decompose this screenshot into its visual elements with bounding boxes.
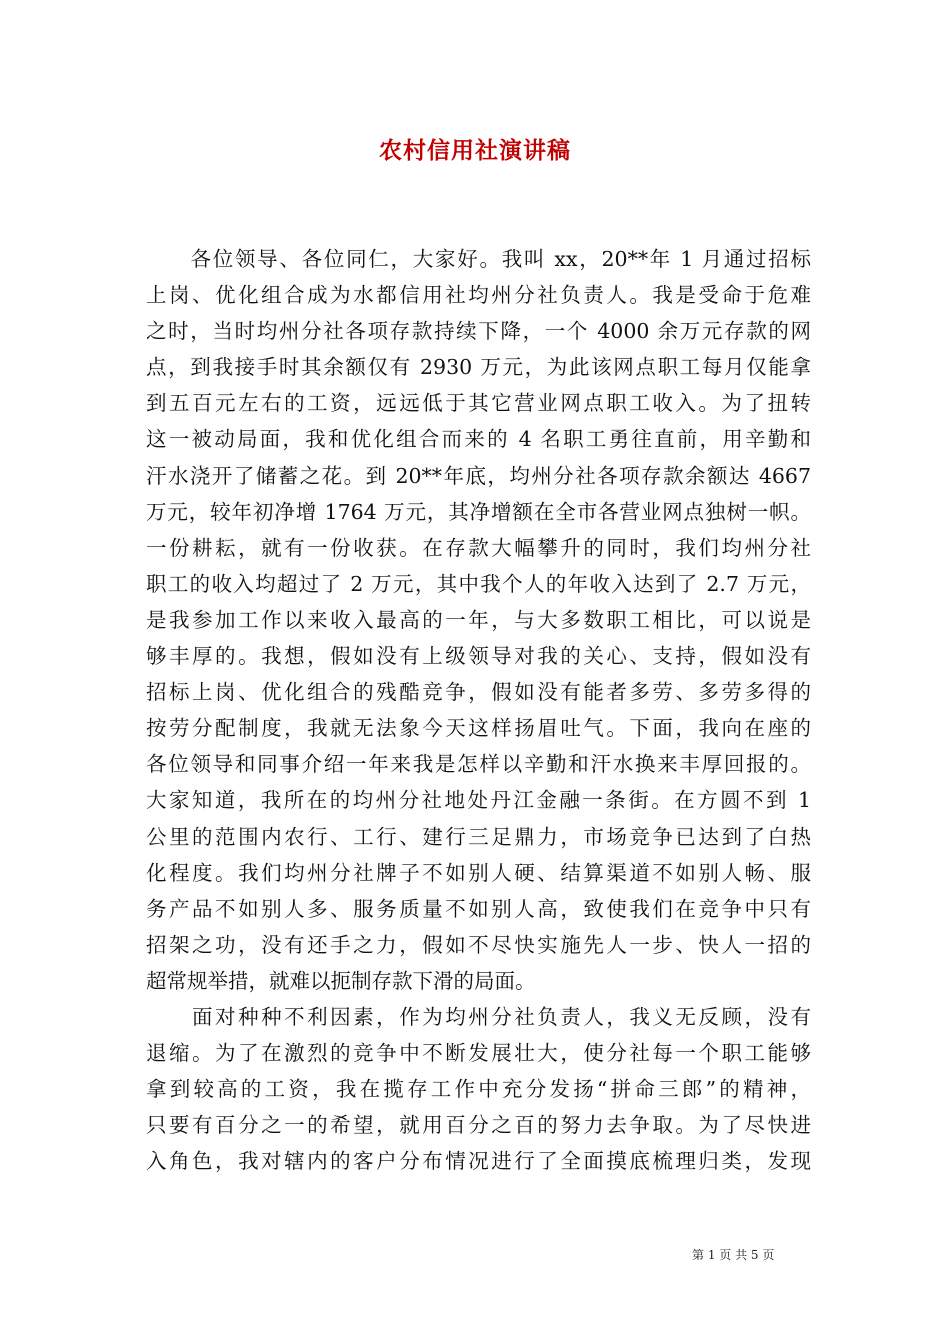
- text-line: 够丰厚的。我想，假如没有上级领导对我的关心、支持，假如没有: [146, 644, 811, 669]
- text-line: 万元，较年初净增 1764 万元，其净增额在全市各营业网点独树一帜。: [146, 499, 811, 524]
- text-line: 招标上岗、优化组合的残酷竞争，假如没有能者多劳、多劳多得的: [146, 680, 811, 705]
- text-line: 之时，当时均州分社各项存款持续下降，一个 4000 余万元存款的网: [146, 319, 811, 344]
- text-line: 公里的范围内农行、工行、建行三足鼎力，市场竞争已达到了白热: [146, 824, 811, 849]
- text-line: 务产品不如别人多、服务质量不如别人高，致使我们在竞争中只有: [146, 896, 811, 921]
- paragraph-1: [146, 241, 811, 999]
- text-line: 各位领导、各位同仁，大家好。我叫 xx，20**年 1 月通过招标: [146, 247, 811, 271]
- text-line: 职工的收入均超过了 2 万元，其中我个人的年收入达到了 2.7 万元，: [146, 571, 811, 596]
- text-line: 只要有百分之一的希望，就用百分之百的努力去争取。为了尽快进: [146, 1113, 811, 1138]
- text-line: 招架之功，没有还手之力，假如不尽快实施先人一步、快人一招的: [146, 932, 811, 957]
- page-number-footer: 第 1 页 共 5 页: [692, 1248, 775, 1262]
- text-line: 一份耕耘，就有一份收获。在存款大幅攀升的同时，我们均州分社: [146, 535, 811, 560]
- page-title: 农村信用社演讲稿: [379, 137, 571, 164]
- text-line: 退缩。为了在激烈的竞争中不断发展壮大，使分社每一个职工能够: [146, 1041, 811, 1066]
- text-line: 入角色，我对辖内的客户分布情况进行了全面摸底梳理归类，发现: [146, 1149, 811, 1174]
- text-line: 这一被动局面，我和优化组合而来的 4 名职工勇往直前，用辛勤和: [146, 427, 811, 452]
- text-line: 面对种种不利因素，作为均州分社负责人，我义无反顾，没有: [146, 1004, 811, 1029]
- text-line: 大家知道，我所在的均州分社地处丹江金融一条街。在方圆不到 1: [146, 788, 811, 813]
- text-line: 化程度。我们均州分社牌子不如别人硬、结算渠道不如别人畅、服: [146, 860, 811, 885]
- text-line: 超常规举措，就难以扼制存款下滑的局面。: [146, 968, 536, 993]
- text-line: 各位领导和同事介绍一年来我是怎样以辛勤和汗水换来丰厚回报的。: [146, 752, 811, 777]
- text-line: 到五百元左右的工资，远远低于其它营业网点职工收入。为了扭转: [146, 391, 811, 416]
- text-line: 是我参加工作以来收入最高的一年，与大多数职工相比，可以说是: [146, 607, 811, 632]
- text-line: 拿到较高的工资，我在揽存工作中充分发扬“拼命三郎”的精神，: [146, 1077, 811, 1102]
- document-body: [146, 241, 811, 1179]
- text-line: 点，到我接手时其余额仅有 2930 万元，为此该网点职工每月仅能拿: [146, 355, 811, 380]
- text-line: 上岗、优化组合成为水都信用社均州分社负责人。我是受命于危难: [146, 283, 811, 308]
- paragraph-2: [146, 999, 811, 1179]
- text-line: 按劳分配制度，我就无法象今天这样扬眉吐气。下面，我向在座的: [146, 716, 811, 741]
- text-line: 汗水浇开了储蓄之花。到 20**年底，均州分社各项存款余额达 4667: [146, 463, 811, 488]
